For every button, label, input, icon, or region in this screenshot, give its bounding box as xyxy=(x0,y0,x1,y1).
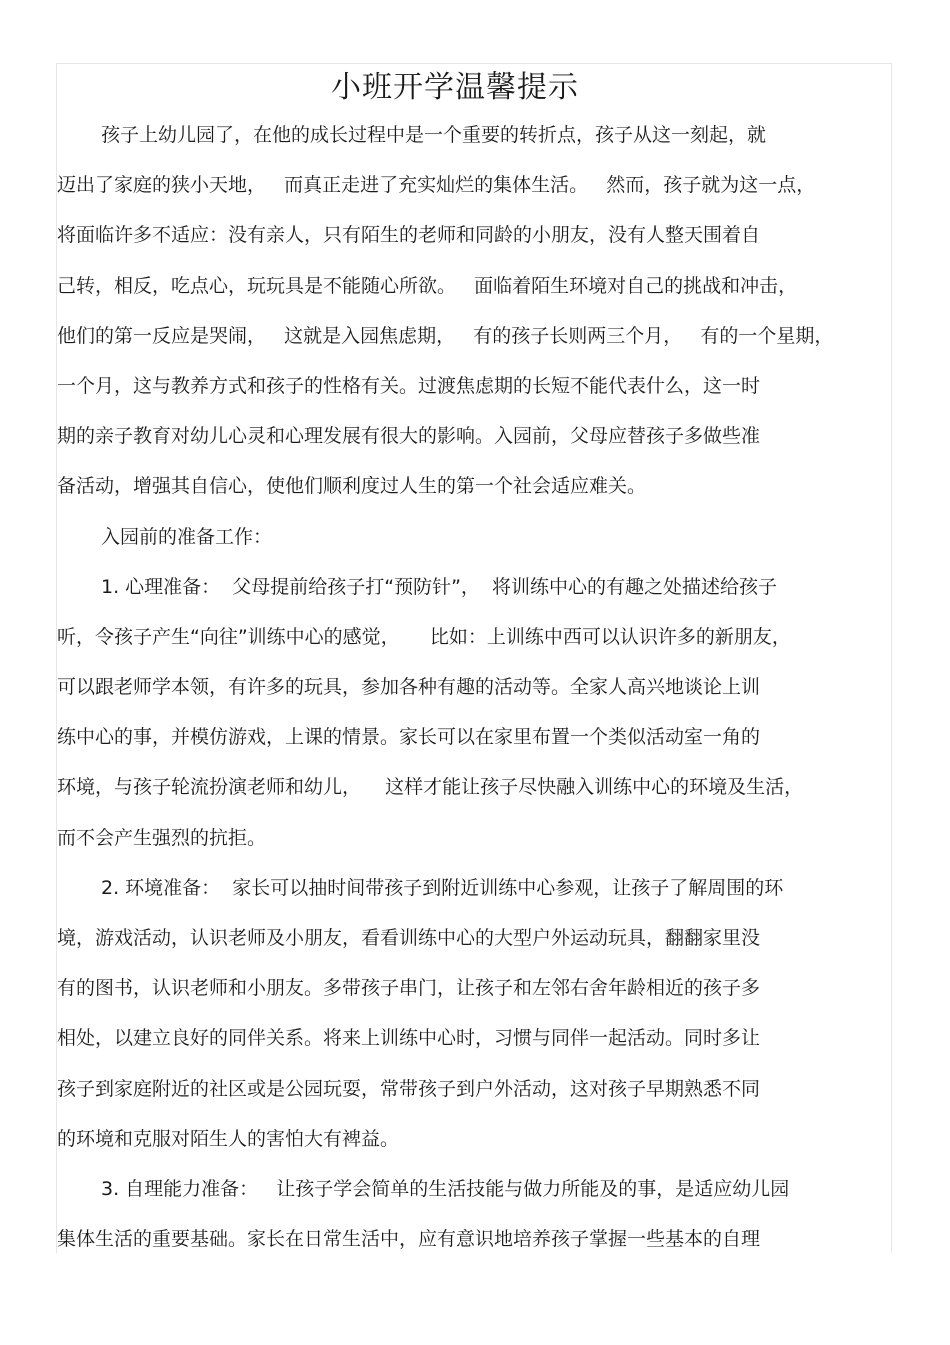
text-line: 练中心的事，并模仿游戏，上课的情景。家长可以在家里布置一个类似活动室一角的 xyxy=(57,726,761,749)
text-line: 2. 环境准备： 家长可以抽时间带孩子到附近训练中心参观，让孩子了解周围的环 xyxy=(101,876,784,899)
text-line: 他们的第一反应是哭闹， 这就是入园焦虑期， 有的孩子长则两三个月， 有的一个星期， xyxy=(57,324,834,347)
text-line: 入园前的准备工作： xyxy=(101,525,273,548)
text-line: 孩子上幼儿园了，在他的成长过程中是一个重要的转折点，孩子从这一刻起，就 xyxy=(101,124,767,146)
text-line: 期的亲子教育对幼儿心灵和心理发展有很大的影响。入园前，父母应替孩子多做些准 xyxy=(57,425,761,448)
text-line: 境，游戏活动，认识老师及小朋友，看看训练中心的大型户外运动玩具，翻翻家里没 xyxy=(57,927,761,949)
text-line: 迈出了家庭的狭小天地， 而真正走进了充实灿烂的集体生活。 然而，孩子就为这一点， xyxy=(57,174,816,197)
text-line: 己转，相反，吃点心，玩玩具是不能随心所欲。 面临着陌生环境对自己的挑战和冲击， xyxy=(57,274,798,297)
text-line: 相处，以建立良好的同伴关系。将来上训练中心时，习惯与同伴一起活动。同时多让 xyxy=(57,1027,761,1050)
text-line: 环境，与孩子轮流扮演老师和幼儿， 这样才能让孩子尽快融入训练中心的环境及生活， xyxy=(57,776,804,799)
text-line: 可以跟老师学本领，有许多的玩具，参加各种有趣的活动等。全家人高兴地谈论上训 xyxy=(57,676,761,699)
text-line: 一个月，这与教养方式和孩子的性格有关。过渡焦虑期的长短不能代表什么，这一时 xyxy=(57,374,761,397)
document-body xyxy=(57,110,872,1264)
text-line: 1. 心理准备： 父母提前给孩子打“预防针”， 将训练中心的有趣之处描述给孩子 xyxy=(101,575,778,598)
text-line: 将面临许多不适应：没有亲人，只有陌生的老师和同龄的小朋友，没有人整天围着自 xyxy=(57,224,761,247)
text-line: 集体生活的重要基础。家长在日常生活中，应有意识地培养孩子掌握一些基本的自理 xyxy=(57,1228,761,1251)
document-title: 小班开学温馨提示 xyxy=(331,70,579,105)
text-line: 孩子到家庭附近的社区或是公园玩耍，常带孩子到户外活动，这对孩子早期熟悉不同 xyxy=(57,1077,761,1100)
text-line: 而不会产生强烈的抗拒。 xyxy=(57,826,267,849)
text-line: 备活动，增强其自信心，使他们顺利度过人生的第一个社会适应难关。 xyxy=(57,475,647,498)
text-line: 有的图书，认识老师和小朋友。多带孩子串门，让孩子和左邻右舍年龄相近的孩子多 xyxy=(57,977,761,1000)
text-line: 3. 自理能力准备： 让孩子学会简单的生活技能与做力所能及的事，是适应幼儿园 xyxy=(101,1177,790,1200)
text-line: 的环境和克服对陌生人的害怕大有裨益。 xyxy=(57,1127,400,1150)
text-line: 听，令孩子产生“向往”训练中心的感觉， 比如：上训练中西可以认识许多的新朋友， xyxy=(57,625,791,648)
